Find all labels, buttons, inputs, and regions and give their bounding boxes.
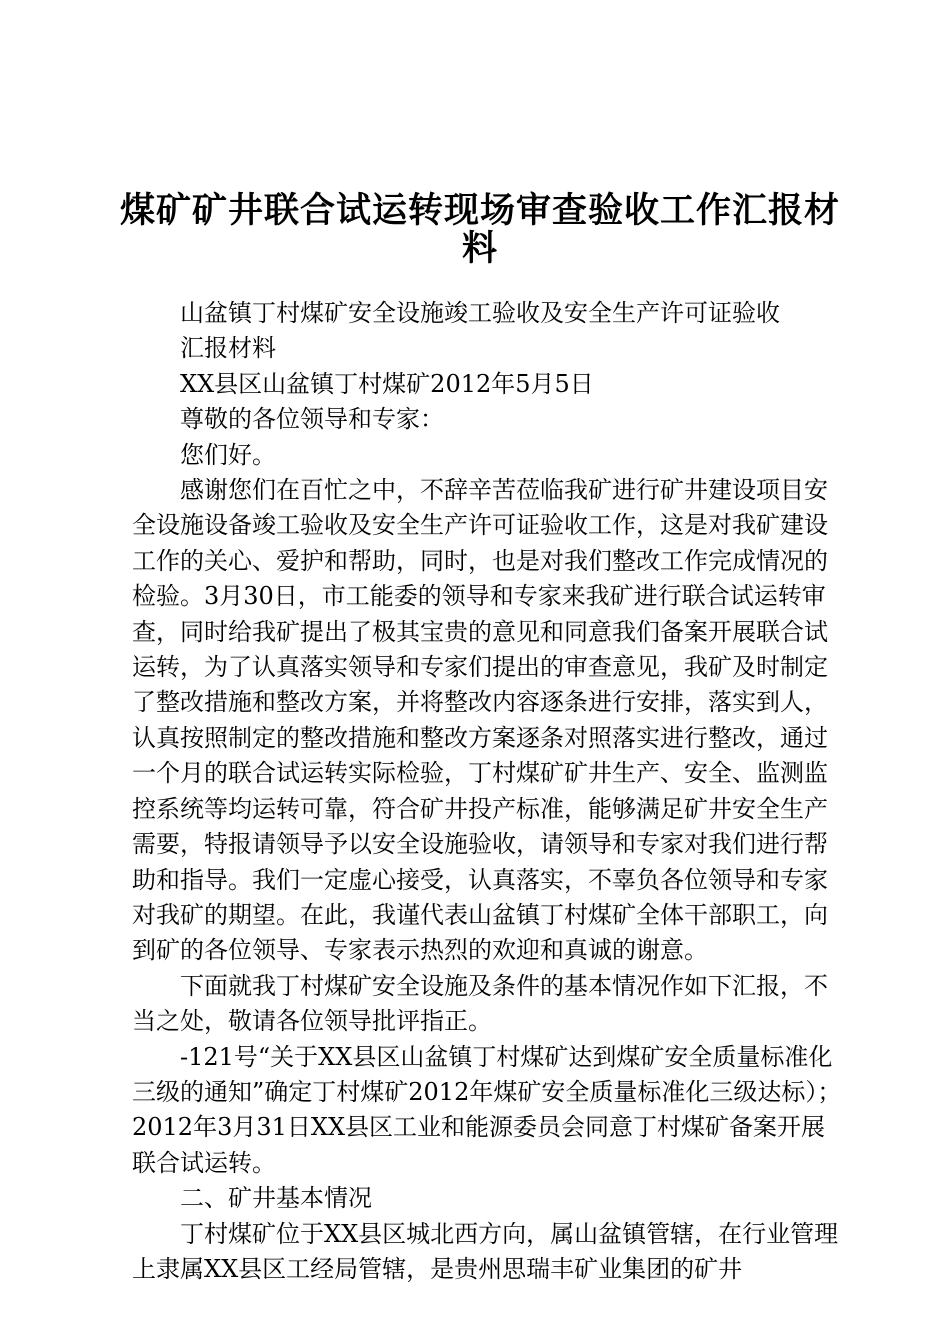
section-heading-mine-basics: 二、矿井基本情况 xyxy=(180,1184,372,1213)
subtitle-line-2: 汇报材料 xyxy=(180,334,276,363)
paragraph-thanks: 感谢您们在百忙之中，不辞辛苦莅临我矿进行矿井建设项目安全设施设备竣工验收及安全生产许可证验收工作，这是对我矿建设工作的关心、爱护和帮助，同时，也是对我们整改工作完成情况的检验。3月30日，市工能委的领导和专家来我矿进行联合试运转审查，同时给我矿提出了极其宝贵的意见和同意我们备案开展联合试运转，为了认真落实领导和专家们提出的审查意见，我矿及时制定了整改措施和整改方案，并将整改内容逐条进行安排，落实到人，认真按照制定的整改措施和整改方案逐条对照落实进行整改，通过一个月的联合试运转实际检验，丁村煤矿矿井生产、安全、监测监控系统等均运转可靠，符合矿井投产标准，能够满足矿井安全生产需要，特报请领导予以安全设施验收，请领导和专家对我们进行帮助和指导。我们一定虚心接受，认真落实，不辜负各位领导和专家对我矿的期望。在此，我谨代表山盆镇丁村煤矿全体干部职工，向到矿的各位领导、专家表示热烈的欢迎和真诚的谢意。 xyxy=(132,476,828,965)
paragraph-report-intro: 下面就我丁村煤矿安全设施及条件的基本情况作如下汇报，不当之处，敬请各位领导批评指正。 xyxy=(132,971,828,1036)
subtitle-line-1: 山盆镇丁村煤矿安全设施竣工验收及安全生产许可证验收 xyxy=(180,299,780,327)
document-body xyxy=(132,296,842,1287)
date-line: XX县区山盆镇丁村煤矿2012年5月5日 xyxy=(180,369,594,398)
salutation: 尊敬的各位领导和专家： xyxy=(180,405,444,434)
greeting: 您们好。 xyxy=(180,440,276,469)
paragraph-mine-location: 丁村煤矿位于XX县区城北西方向，属山盆镇管辖，在行业管理上隶属XX县区工经局管辖，是贵州思瑞丰矿业集团的矿井 xyxy=(132,1219,839,1283)
document-title-line-1: 煤矿矿井联合试运转现场审查验收工作汇报材 xyxy=(119,191,840,231)
paragraph-notice: -121号“关于XX县区山盆镇丁村煤矿达到煤矿安全质量标准化三级的通知”确定丁村煤矿2012年煤矿安全质量标准化三级达标）；2012年3月31日XX县区工业和能源委员会同意丁村煤矿备案开展联合试运转。 xyxy=(132,1042,842,1177)
document-title-line-2: 料 xyxy=(461,229,498,269)
